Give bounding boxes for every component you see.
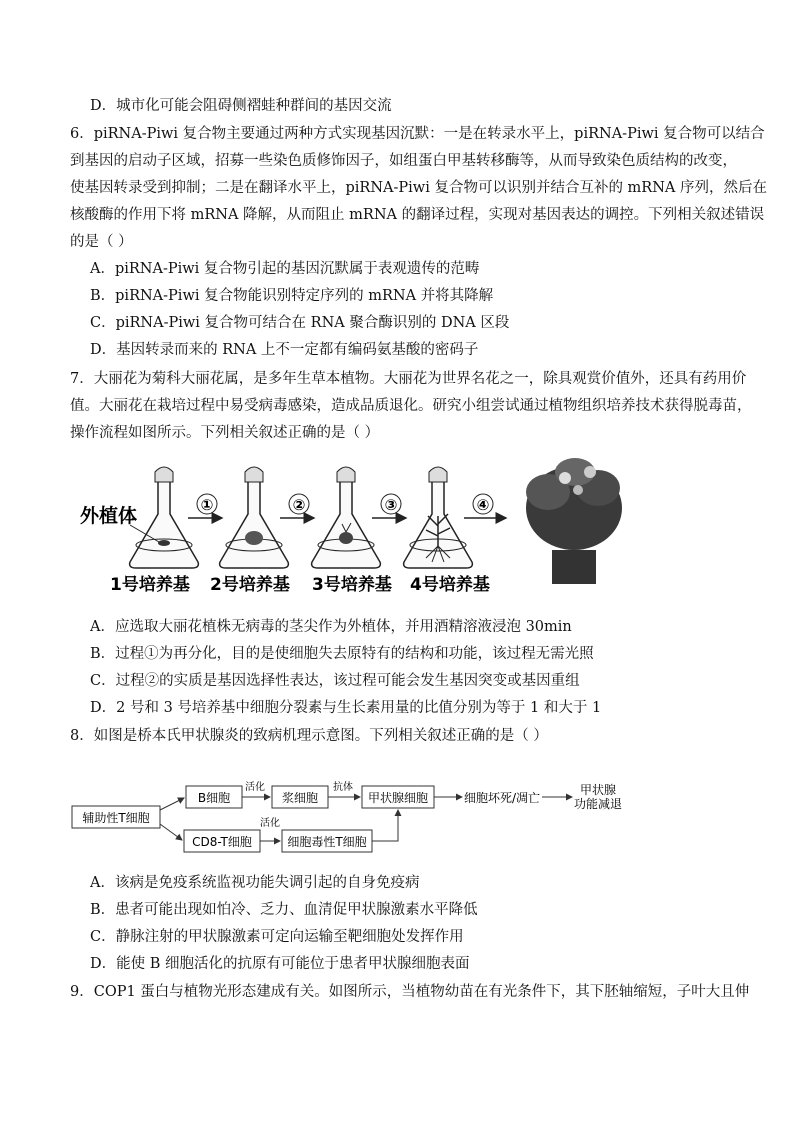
q6-option-b: B．piRNA-Piwi 复合物能识别特定序列的 mRNA 并将其降解: [90, 288, 494, 304]
explant-label: 外植体: [80, 505, 138, 527]
hashimoto-mechanism-diagram: [70, 770, 650, 860]
q8-option-b: B．患者可能出现如怕冷、乏力、血清促甲状腺激素水平降低: [90, 902, 478, 918]
step-4-label: ④: [476, 496, 490, 514]
flask-4: [404, 467, 473, 568]
q7-option-a: A．应选取大丽花植株无病毒的茎尖作为外植体，并用酒精溶液浸泡 30min: [90, 619, 572, 635]
ctl-label: 细胞毒性T细胞: [287, 835, 367, 849]
b-cell-label: B细胞: [197, 791, 231, 805]
arrow-ctl-to-thyroid: [372, 810, 398, 841]
q6-option-d: D．基因转录而来的 RNA 上不一定都有编码氨基酸的密码子: [90, 342, 479, 358]
q8-option-c: C．静脉注射的甲状腺激素可定向运输至靶细胞处发挥作用: [90, 929, 464, 945]
activate-label-2: 活化: [260, 818, 280, 829]
q6-stem-line-5: 的是（ ）: [70, 234, 133, 250]
step-3-label: ③: [384, 496, 398, 514]
q6-stem-line-2: 到基因的启动子区域，招募一些染色质修饰因子，如组蛋白甲基转移酶等，从而导致染色质结构的改变，: [70, 153, 737, 169]
medium-3-label: 3号培养基: [312, 575, 392, 595]
flask-3: [312, 467, 381, 568]
q7-option-b: B．过程①为再分化，目的是使细胞失去原特有的结构和功能，该过程无需光照: [90, 646, 594, 662]
q6-option-a: A．piRNA-Piwi 复合物引起的基因沉默属于表观遗传的范畴: [90, 261, 480, 277]
q7-stem-line-3: 操作流程如图所示。下列相关叙述正确的是（ ）: [70, 425, 380, 441]
q7-stem-line-1: 7．大丽花为菊科大丽花属，是多年生草本植物。大丽花为世界名花之一，除具观赏价值外，还具有药用价: [70, 371, 747, 387]
potted-plant: [526, 458, 622, 584]
q7-stem-line-2: 值。大丽花在栽培过程中易受病毒感染，造成品质退化。研究小组尝试通过植物组织培养技术获得脱毒苗，: [70, 398, 752, 414]
medium-1-label: 1号培养基: [110, 575, 190, 595]
plasma-cell-label: 浆细胞: [281, 791, 319, 805]
q6-stem-line-3: 使基因转录受到抑制；二是在翻译水平上，piRNA-Piwi 复合物可以识别并结合互补的 mRNA 序列，然后在: [70, 180, 767, 196]
q8-stem: 8．如图是桥本氏甲状腺炎的致病机理示意图。下列相关叙述正确的是（ ）: [70, 728, 548, 744]
tissue-culture-figure: [70, 450, 650, 610]
activate-label-1: 活化: [245, 782, 265, 793]
step-1-label: ①: [200, 496, 214, 514]
q6-stem-line-4: 核酸酶的作用下将 mRNA 降解，从而阻止 mRNA 的翻译过程，实现对基因表达的调控。下列相关叙述错误: [70, 207, 765, 223]
flask-2: [220, 467, 289, 568]
q9-stem: 9．COP1 蛋白与植物光形态建成有关。如图所示，当植物幼苗在有光条件下，其下胚轴缩短，子叶大且伸: [70, 984, 750, 1000]
cd8-t-label: CD8-T细胞: [192, 835, 252, 849]
q5-option-d: D．城市化可能会阻碍侧褶蛙种群间的基因交流: [90, 98, 392, 114]
cell-death-label: 细胞坏死/凋亡: [464, 791, 541, 805]
arrow-helper-to-b: [160, 798, 184, 810]
q6-option-c: C．piRNA-Piwi 复合物可结合在 RNA 聚合酶识别的 DNA 区段: [90, 315, 510, 331]
helper-t-label: 辅助性T细胞: [82, 811, 150, 825]
q7-option-d: D．2 号和 3 号培养基中细胞分裂素与生长素用量的比值分别为等于 1 和大于 1: [90, 700, 602, 716]
q7-option-c: C．过程②的实质是基因选择性表达，该过程可能会发生基因突变或基因重组: [90, 673, 580, 689]
medium-4-label: 4号培养基: [410, 575, 490, 595]
arrow-helper-to-cd8: [160, 824, 182, 840]
q8-option-a: A．该病是免疫系统监视功能失调引起的自身免疫病: [90, 875, 420, 891]
thyroid-cell-label: 甲状腺细胞: [367, 791, 429, 805]
q8-option-d: D．能使 B 细胞活化的抗原有可能位于患者甲状腺细胞表面: [90, 956, 470, 972]
outcome-label-1: 甲状腺: [580, 783, 617, 797]
step-2-label: ②: [292, 496, 306, 514]
q6-stem-line-1: 6．piRNA-Piwi 复合物主要通过两种方式实现基因沉默：一是在转录水平上，piRNA-Piwi 复合物可以结合: [70, 126, 765, 142]
medium-2-label: 2号培养基: [210, 575, 290, 595]
outcome-label-2: 功能减退: [574, 797, 623, 811]
antibody-label: 抗体: [333, 782, 353, 793]
